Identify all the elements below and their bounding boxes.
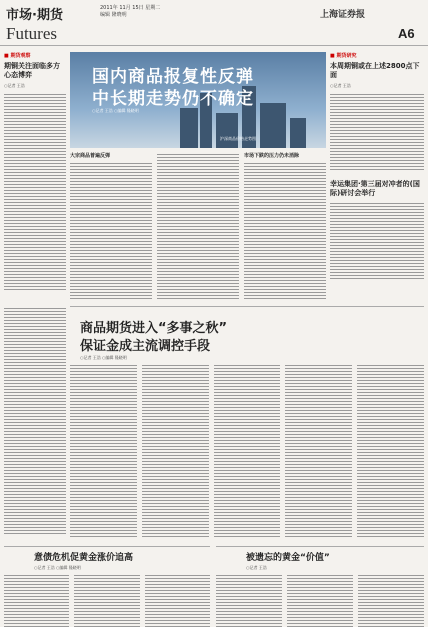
body-text xyxy=(70,161,152,300)
building-shape xyxy=(180,108,198,148)
column-title: 本周期铜或在上述2800点下面 xyxy=(330,62,420,79)
body-text xyxy=(330,201,424,281)
article-gold-debt xyxy=(4,546,210,624)
article-body xyxy=(4,573,210,627)
left-column xyxy=(4,52,66,300)
body-text xyxy=(216,573,282,627)
subhead: 大宗商品普遍反弹 xyxy=(70,153,111,159)
building-shape xyxy=(290,118,306,148)
date-block xyxy=(100,5,220,19)
byline: ○记者 王浩 xyxy=(4,83,25,88)
building-shape xyxy=(216,113,238,148)
article-title: 意债危机促黄金涨价追高 xyxy=(34,553,134,563)
right-column xyxy=(330,52,424,300)
body-text xyxy=(74,573,139,627)
newspaper-brand: 上海证券报 xyxy=(320,10,366,20)
body-text xyxy=(214,363,281,539)
body-text xyxy=(330,92,424,172)
article-byline: ○记者 王浩 ○编辑 隆晓明 xyxy=(80,355,127,360)
body-text xyxy=(4,306,66,536)
column-title: 期铜关注面临多方心态博弈 xyxy=(4,62,60,79)
masthead xyxy=(0,0,428,46)
subhead: 市场下跌的压力仍未消除 xyxy=(244,153,300,159)
column-head: ■ 期货研究 xyxy=(330,53,357,59)
body-text xyxy=(244,161,326,300)
section-name: 市场·期货 xyxy=(6,8,63,23)
article-gold-value xyxy=(216,546,424,624)
body-text xyxy=(358,573,424,627)
column-title: 幸运集团·第三届对冲者的(国际)研讨会举行 xyxy=(330,180,420,197)
editor-line: 编辑 隆晓明 xyxy=(100,12,127,18)
body-text xyxy=(4,92,66,292)
byline: ○记者 王浩 xyxy=(330,83,351,88)
image-caption: 沪深商品价格走势图 xyxy=(220,136,256,141)
section-english-name: Futures xyxy=(6,24,57,43)
body-text xyxy=(4,573,69,627)
feature-article xyxy=(70,52,326,300)
feature-body xyxy=(70,152,326,300)
body-text xyxy=(70,363,137,539)
body-text xyxy=(285,363,352,539)
article-body xyxy=(70,363,424,543)
body-text xyxy=(357,363,424,539)
article-title-line2: 保证金成主流调控手段 xyxy=(80,339,211,354)
feature-title-line2: 中长期走势仍不确定 xyxy=(92,89,254,109)
article-futures xyxy=(70,306,424,542)
article-byline: ○记者 王浩 ○编辑 隆晓明 xyxy=(34,565,81,570)
feature-byline: ○记者 王浩 ○编辑 隆晓明 xyxy=(92,108,139,113)
date-line: 2011年 11月 15日 星期二 xyxy=(100,5,161,11)
article-title: 被遗忘的黄金“价值” xyxy=(246,553,330,563)
text-column xyxy=(244,152,326,300)
feature-title-line1: 国内商品报复性反弹 xyxy=(92,67,254,87)
article-byline: ○记者 王浩 xyxy=(246,565,267,570)
body-text xyxy=(157,152,239,300)
text-column xyxy=(70,152,152,300)
body-text xyxy=(287,573,353,627)
page-number: A6 xyxy=(398,26,415,41)
column-head: ■ 期货观察 xyxy=(4,53,31,59)
building-shape xyxy=(260,103,286,148)
text-column xyxy=(157,152,239,300)
body-text xyxy=(145,573,210,627)
body-text xyxy=(142,363,209,539)
article-body xyxy=(216,573,424,627)
article-title-line1: 商品期货进入“多事之秋” xyxy=(80,321,228,336)
hero-image xyxy=(70,52,326,148)
left-column-lower xyxy=(4,306,66,542)
